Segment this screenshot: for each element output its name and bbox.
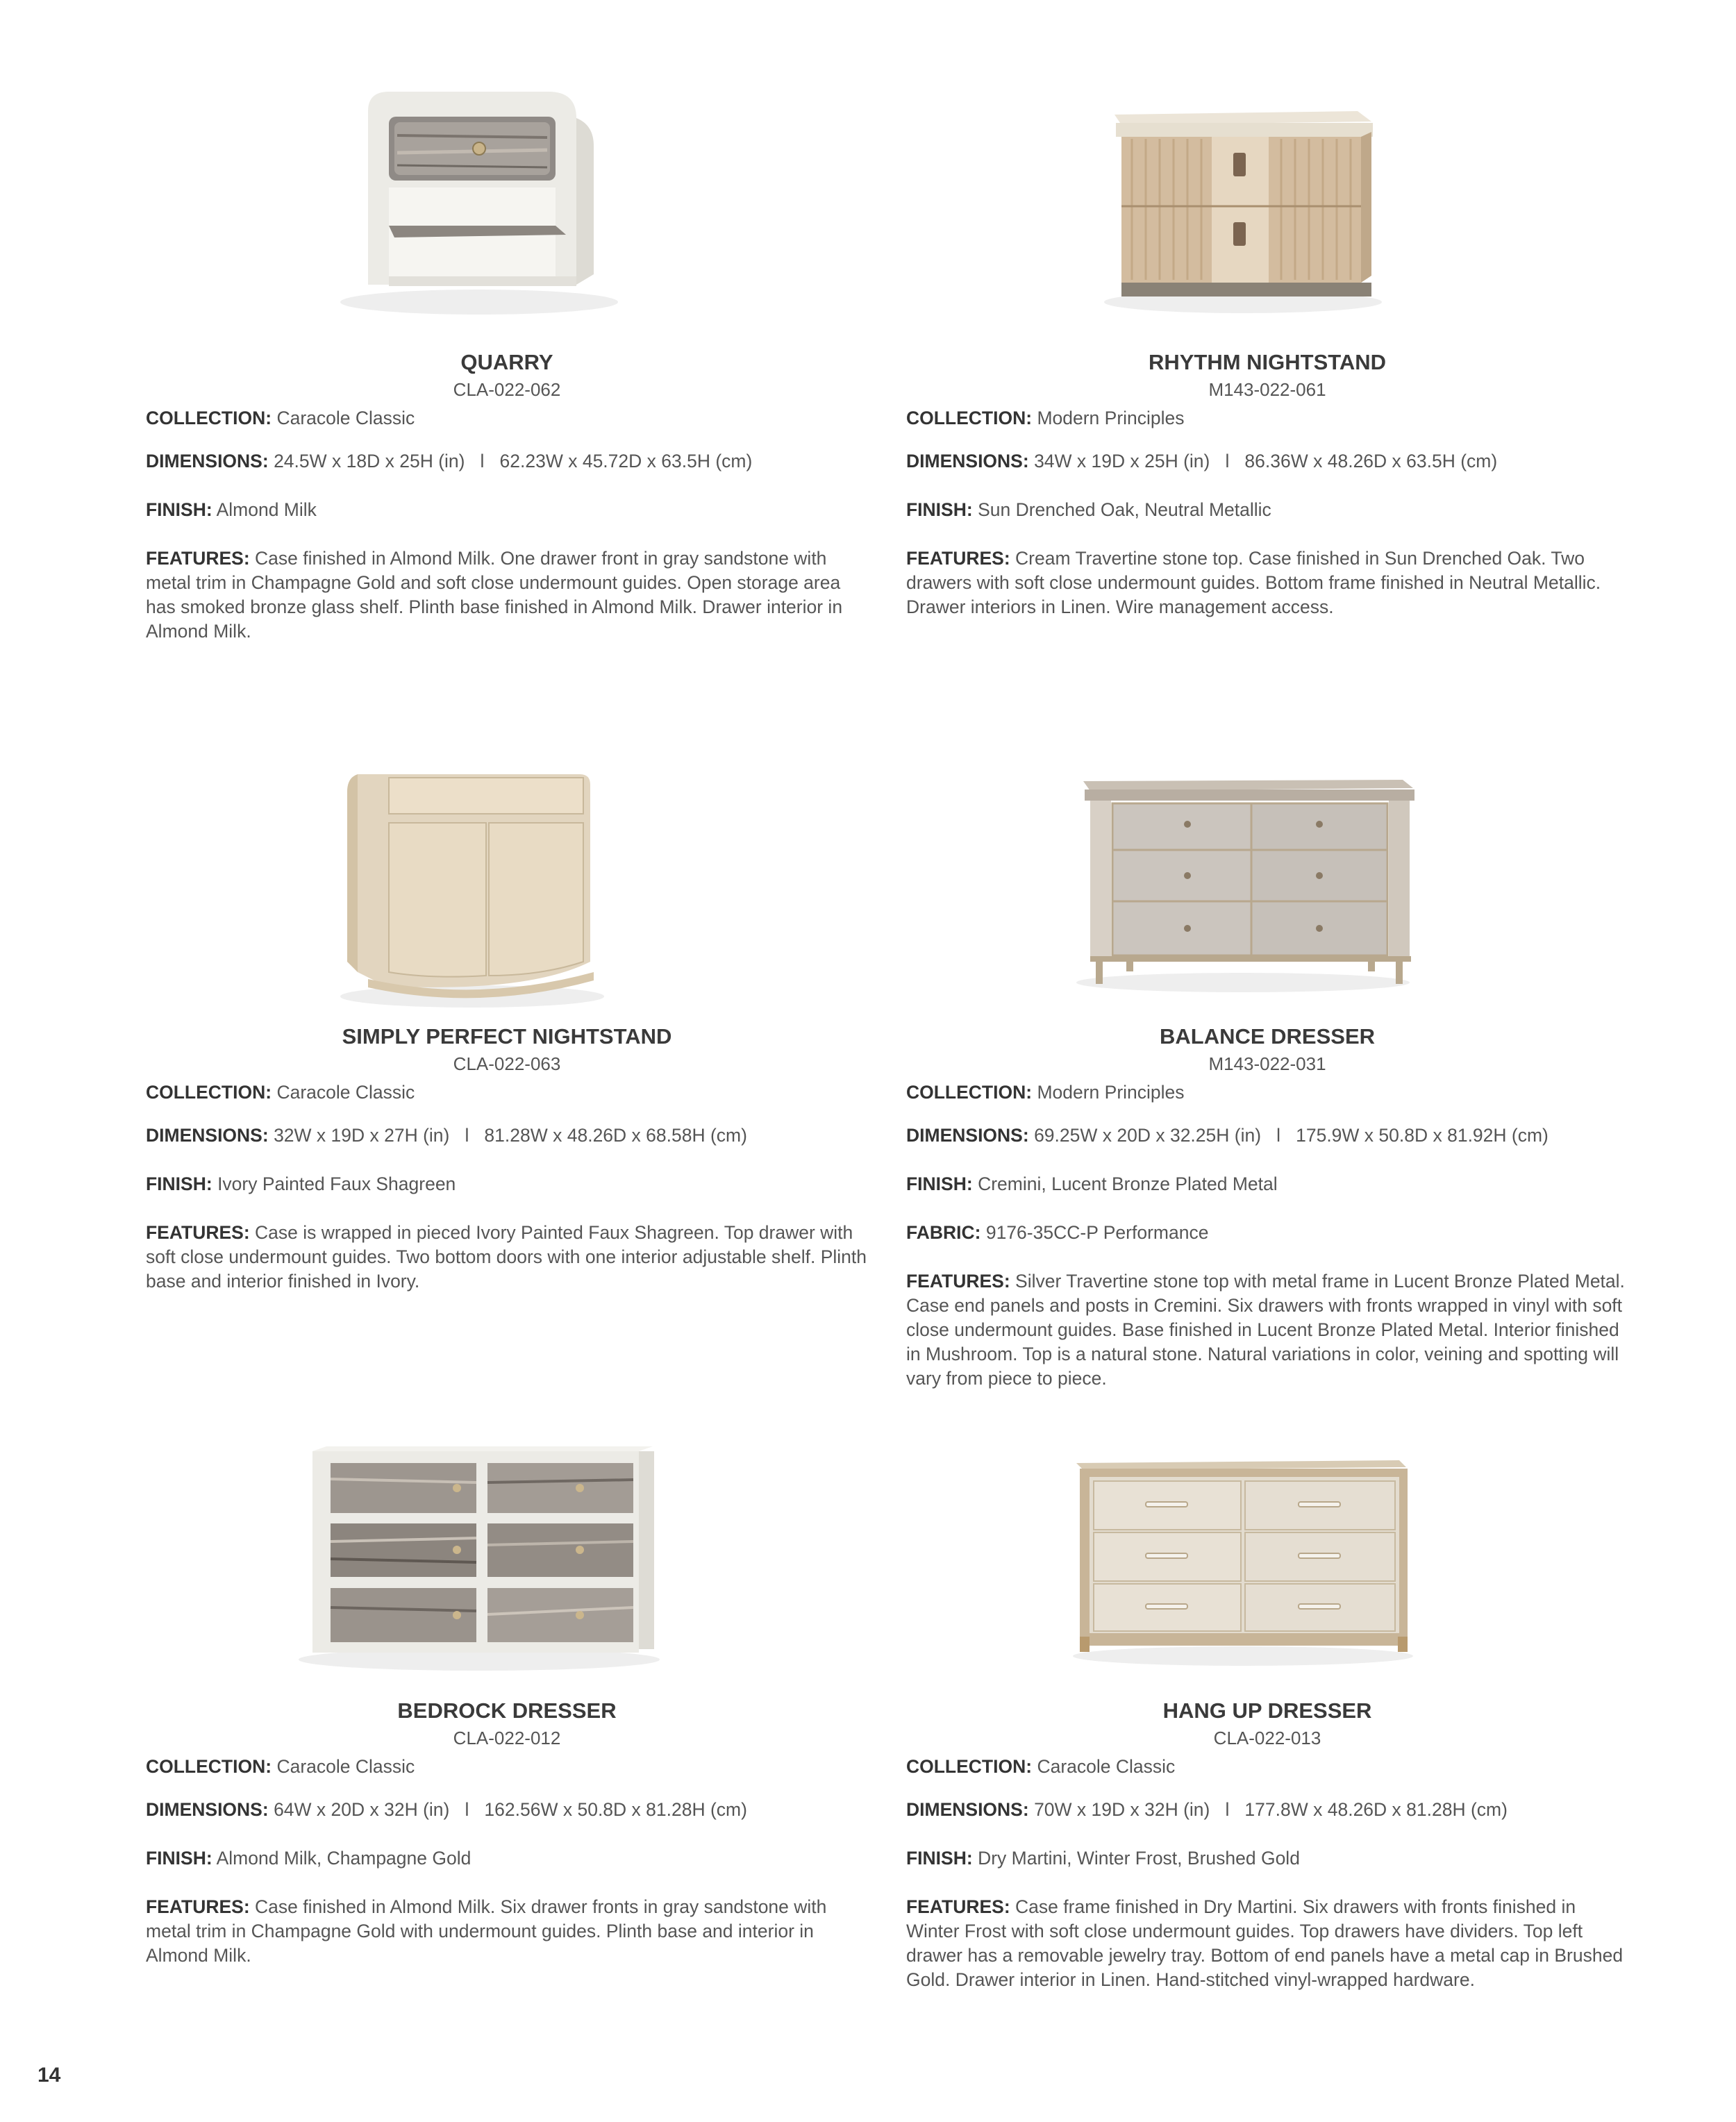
product-quarry: [146, 349, 868, 668]
finish-row: FINISH: Almond Milk: [146, 499, 317, 520]
finish-row: FINISH: Ivory Painted Faux Shagreen: [146, 1173, 456, 1194]
collection-row: COLLECTION: Caracole Classic: [146, 1756, 415, 1777]
finish-row: FINISH: Dry Martini, Winter Frost, Brushed Gold: [906, 1848, 1300, 1869]
product-hang-up-dresser: [906, 1698, 1628, 2016]
product-balance-dresser: [906, 1024, 1628, 1415]
product-name: SIMPLY PERFECT NIGHTSTAND: [342, 1024, 672, 1049]
product-sku: CLA-022-062: [453, 379, 561, 400]
product-name: BALANCE DRESSER: [1159, 1024, 1376, 1049]
product-sku: CLA-022-063: [453, 1053, 561, 1074]
product-sku: CLA-022-012: [453, 1728, 561, 1748]
product-sku: CLA-022-013: [1213, 1728, 1321, 1748]
page-number: 14: [37, 2064, 61, 2087]
dimensions-row: DIMENSIONS: 24.5W x 18D x 25H (in) l 62.23W x 45.72D x 63.5H (cm): [146, 451, 753, 471]
bedrock-dresser-image: [285, 1441, 674, 1677]
hang-up-dresser-image: [1059, 1455, 1427, 1670]
features-row: FEATURES: Case finished in Almond Milk. One drawer front in gray sandstone with metal trim in Champagne Gold and soft close undermount guides. Open storage area has smoked bronze glass shelf. Plinth base finished in Almond Milk. Drawer interior in Almond Milk.: [146, 548, 843, 642]
dimensions-row: DIMENSIONS: 69.25W x 20D x 32.25H (in) l 175.9W x 50.8D x 81.92H (cm): [906, 1125, 1549, 1146]
product-rhythm-nightstand: [906, 349, 1628, 644]
finish-row: FINISH: Sun Drenched Oak, Neutral Metallic: [906, 499, 1271, 520]
simply-perfect-nightstand-image: [319, 764, 625, 1014]
collection-row: COLLECTION: Caracole Classic: [146, 1082, 415, 1103]
product-name: HANG UP DRESSER: [1162, 1698, 1372, 1723]
product-bedrock-dresser: [146, 1698, 868, 1992]
product-simply-perfect-nightstand: [146, 1024, 868, 1318]
dimensions-row: DIMENSIONS: 34W x 19D x 25H (in) l 86.36W x 48.26D x 63.5H (cm): [906, 451, 1498, 471]
product-name: RHYTHM NIGHTSTAND: [1148, 350, 1387, 374]
collection-row: COLLECTION: Modern Principles: [906, 408, 1185, 428]
dimensions-row: DIMENSIONS: 32W x 19D x 27H (in) l 81.28W x 48.26D x 68.58H (cm): [146, 1125, 747, 1146]
features-row: FEATURES: Case frame finished in Dry Martini. Six drawers with fronts finished in Winter Frost with soft close undermount guides. Top drawers have dividers. Top left drawer has a removable jewelry tray. Bottom of end panels have a metal cap in Brushed Gold. Drawer interior in Linen. Hand-stitched vinyl-wrapped hardware.: [906, 1896, 1624, 1990]
dimensions-row: DIMENSIONS: 70W x 19D x 32H (in) l 177.8W x 48.26D x 81.28H (cm): [906, 1799, 1508, 1820]
balance-dresser-image: [1062, 774, 1424, 996]
dimensions-row: DIMENSIONS: 64W x 20D x 32H (in) l 162.56W x 50.8D x 81.28H (cm): [146, 1799, 747, 1820]
features-row: FEATURES: Case is wrapped in pieced Ivory Painted Faux Shagreen. Top drawer with soft close undermount guides. Two bottom doors with one interior adjustable shelf. Plinth base and interior finished in Ivory.: [146, 1222, 867, 1292]
finish-row: FINISH: Almond Milk, Champagne Gold: [146, 1848, 471, 1869]
features-row: FEATURES: Case finished in Almond Milk. Six drawer fronts in gray sandstone with metal trim in Champagne Gold with undermount guides. Plinth base and interior in Almond Milk.: [146, 1896, 827, 1966]
finish-row: FINISH: Cremini, Lucent Bronze Plated Metal: [906, 1173, 1278, 1194]
product-name: BEDROCK DRESSER: [397, 1698, 617, 1723]
features-row: FEATURES: Cream Travertine stone top. Case finished in Sun Drenched Oak. Two drawers with soft close undermount guides. Bottom frame finished in Neutral Metallic. Drawer interiors in Linen. Wire management access.: [906, 548, 1601, 617]
fabric-row: FABRIC: 9176-35CC-P Performance: [906, 1222, 1209, 1243]
product-name: QUARRY: [460, 350, 553, 374]
product-sku: M143-022-031: [1208, 1053, 1326, 1074]
features-row: FEATURES: Silver Travertine stone top with metal frame in Lucent Bronze Plated Metal. Case end panels and posts in Cremini. Six drawers with fronts wrapped in vinyl with soft close undermount guides. Base finished in Lucent Bronze Plated Metal. Interior finished in Mushroom. Top is a natural stone. Natural variations in color, veining and spotting will vary from piece to piece.: [906, 1271, 1625, 1389]
collection-row: COLLECTION: Modern Principles: [906, 1082, 1185, 1103]
rhythm-nightstand-image: [1080, 94, 1406, 326]
product-sku: M143-022-061: [1208, 379, 1326, 400]
collection-row: COLLECTION: Caracole Classic: [906, 1756, 1176, 1777]
collection-row: COLLECTION: Caracole Classic: [146, 408, 415, 428]
quarry-image: [319, 83, 639, 319]
